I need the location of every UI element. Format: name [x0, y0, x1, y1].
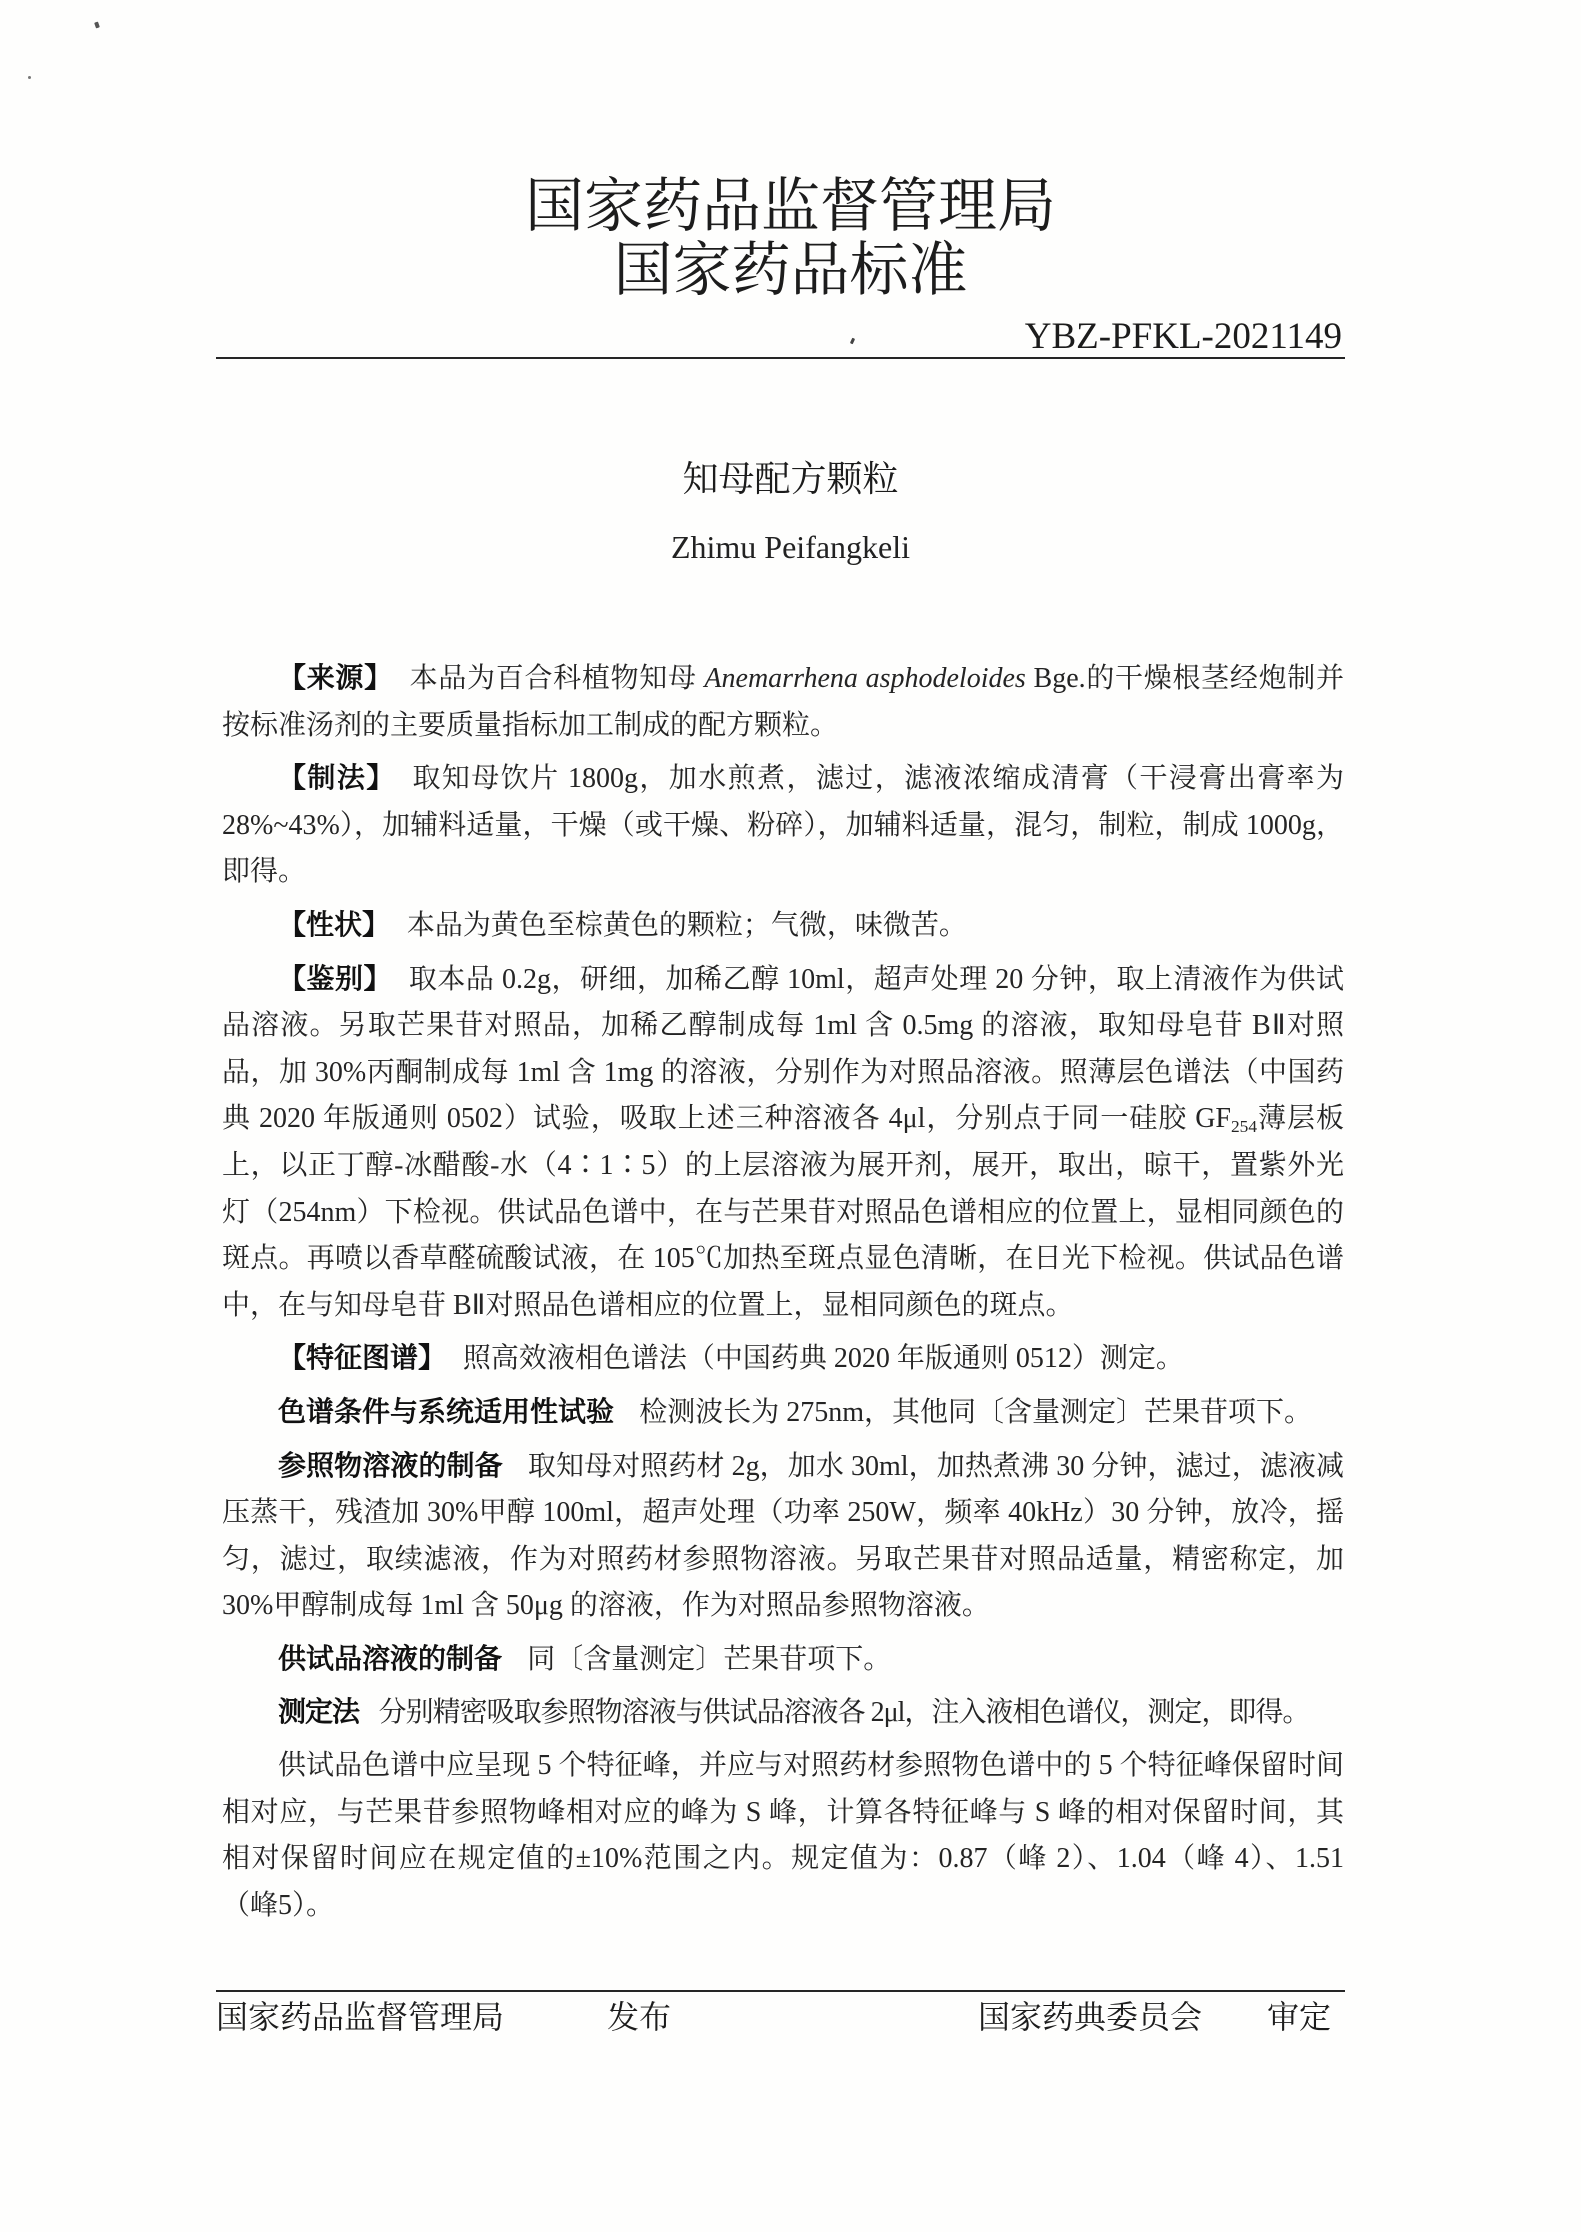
section-text: 取本品 0.2g，研细，加稀乙醇 10ml，超声处理 20 分钟，取上清液作为供试品溶液。另取芒果苷对照品，加稀乙醇制成每 1ml 含 0.5mg 的溶液，取知母皂苷 BⅡ对照品，加 30%丙酮制成每 1ml 含 1mg 的溶液，分别作为对照品溶液。照薄层色谱法（中国药典 2020 年版通则 0502）试验，吸取上述三种溶液各 4μl，分别点于同一硅胶 GF — [222, 963, 1344, 1135]
footer-reviewer: 国家药典委员会 — [978, 1999, 1203, 2035]
scan-speck — [94, 21, 100, 28]
section-text: 本品为黄色至棕黄色的颗粒；气微，味微苦。 — [406, 909, 967, 941]
monograph-body — [222, 655, 1344, 1935]
subsection-text: 检测波长为 275nm，其他同〔含量测定〕芒果苷项下。 — [639, 1396, 1312, 1428]
subsection-test-solution — [222, 1636, 1344, 1684]
fingerprint-requirement — [222, 1743, 1344, 1929]
subsection-text: 取知母对照药材 2g，加水 30ml，加热煮沸 30 分钟，滤过，滤液减压蒸干，残渣加 30%甲醇 100ml，超声处理（功率 250W，频率 40kHz）30 分钟，放冷，摇匀，滤过，取续滤液，作为对照药材参照物溶液。另取芒果苷对照品适量，精密称定，加30%甲醇制成每 1ml 含 50μg 的溶液，作为对照品参照物溶液。 — [222, 1450, 1344, 1622]
subsection-label: 参照物溶液的制备 — [278, 1449, 503, 1481]
section-label: 【制法】 — [278, 762, 396, 794]
subsection-reference-solution — [222, 1443, 1344, 1630]
scan-speck — [28, 76, 31, 79]
section-fingerprint — [222, 1335, 1344, 1383]
section-description — [222, 902, 1344, 950]
section-text: 取知母饮片 1800g，加水煎煮，滤过，滤液浓缩成清膏（干浸膏出膏率为28%~43%），加辅料适量，干燥（或干燥、粉碎），加辅料适量，混匀，制粒，制成 1000g，即得。 — [222, 763, 1344, 888]
section-source — [222, 655, 1344, 749]
section-text: Bge.的干燥根茎经炮制并按标准汤剂的主要质量指标加工制成的配方颗粒。 — [222, 663, 1344, 741]
subsection-text: 同〔含量测定〕芒果苷项下。 — [527, 1643, 892, 1675]
footer-reviewer-action: 审定 — [1267, 1999, 1332, 2035]
section-text: 本品为百合科植物知母 — [409, 663, 697, 694]
section-preparation — [222, 755, 1344, 896]
section-identification — [222, 956, 1344, 1330]
footer-issuer: 国家药品监督管理局 — [216, 1999, 505, 2035]
section-label: 【性状】 — [278, 908, 391, 940]
monograph-pinyin: Zhimu Peifangkeli — [670, 529, 911, 565]
standard-title: 国家药品标准 — [613, 237, 968, 303]
standard-code: YBZ-PFKL-2021149 — [1024, 316, 1342, 357]
latin-name: Anemarrhena asphodeloides — [704, 663, 1026, 694]
subsection-label: 色谱条件与系统适用性试验 — [278, 1395, 615, 1427]
footer-rule — [216, 1990, 1345, 1992]
subsection-label: 供试品溶液的制备 — [278, 1642, 503, 1674]
section-label: 【特征图谱】 — [278, 1342, 447, 1374]
section-text: 薄层板上，以正丁醇-冰醋酸-水（4∶1∶5）的上层溶液为展开剂，展开，取出，晾干，置紫外光灯（254nm）下检视。供试品色谱中，在与芒果苷对照品色谱相应的位置上，显相同颜色的斑点。再喷以香草醛硫酸试液，在 105℃加热至斑点显色清晰，在日光下检视。供试品色谱中，在与知母皂苷 BⅡ对照品色谱相应的位置上，显相同颜色的斑点。 — [222, 1103, 1344, 1321]
requirement-text: 供试品色谱中应呈现 5 个特征峰，并应与对照药材参照物色谱中的 5 个特征峰保留时间相对应，与芒果苷参照物峰相对应的峰为 S 峰，计算各特征峰与 S 峰的相对保留时间，其相对保留时间应在规定值的±10%范围之内。规定值为：0.87（峰 2）、1.04（峰 4）、1.51（峰5）。 — [222, 1750, 1344, 1921]
section-label: 【来源】 — [278, 662, 393, 693]
section-text: 照高效液相色谱法（中国药典 2020 年版通则 0512）测定。 — [462, 1343, 1184, 1375]
agency-title: 国家药品监督管理局 — [524, 173, 1056, 239]
header-rule — [216, 357, 1345, 359]
subsection-conditions — [222, 1389, 1344, 1437]
scan-speck — [850, 338, 855, 345]
monograph-title: 知母配方颗粒 — [682, 458, 899, 499]
footer-issuer-action: 发布 — [607, 1999, 672, 2035]
subscript: 254 — [1230, 1117, 1258, 1137]
subsection-text: 分别精密吸取参照物溶液与供试品溶液各 2μl，注入液相色谱仪，测定，即得。 — [378, 1697, 1310, 1729]
subsection-procedure — [222, 1689, 1344, 1737]
subsection-label: 测定法 — [278, 1696, 360, 1728]
section-label: 【鉴别】 — [278, 962, 393, 994]
